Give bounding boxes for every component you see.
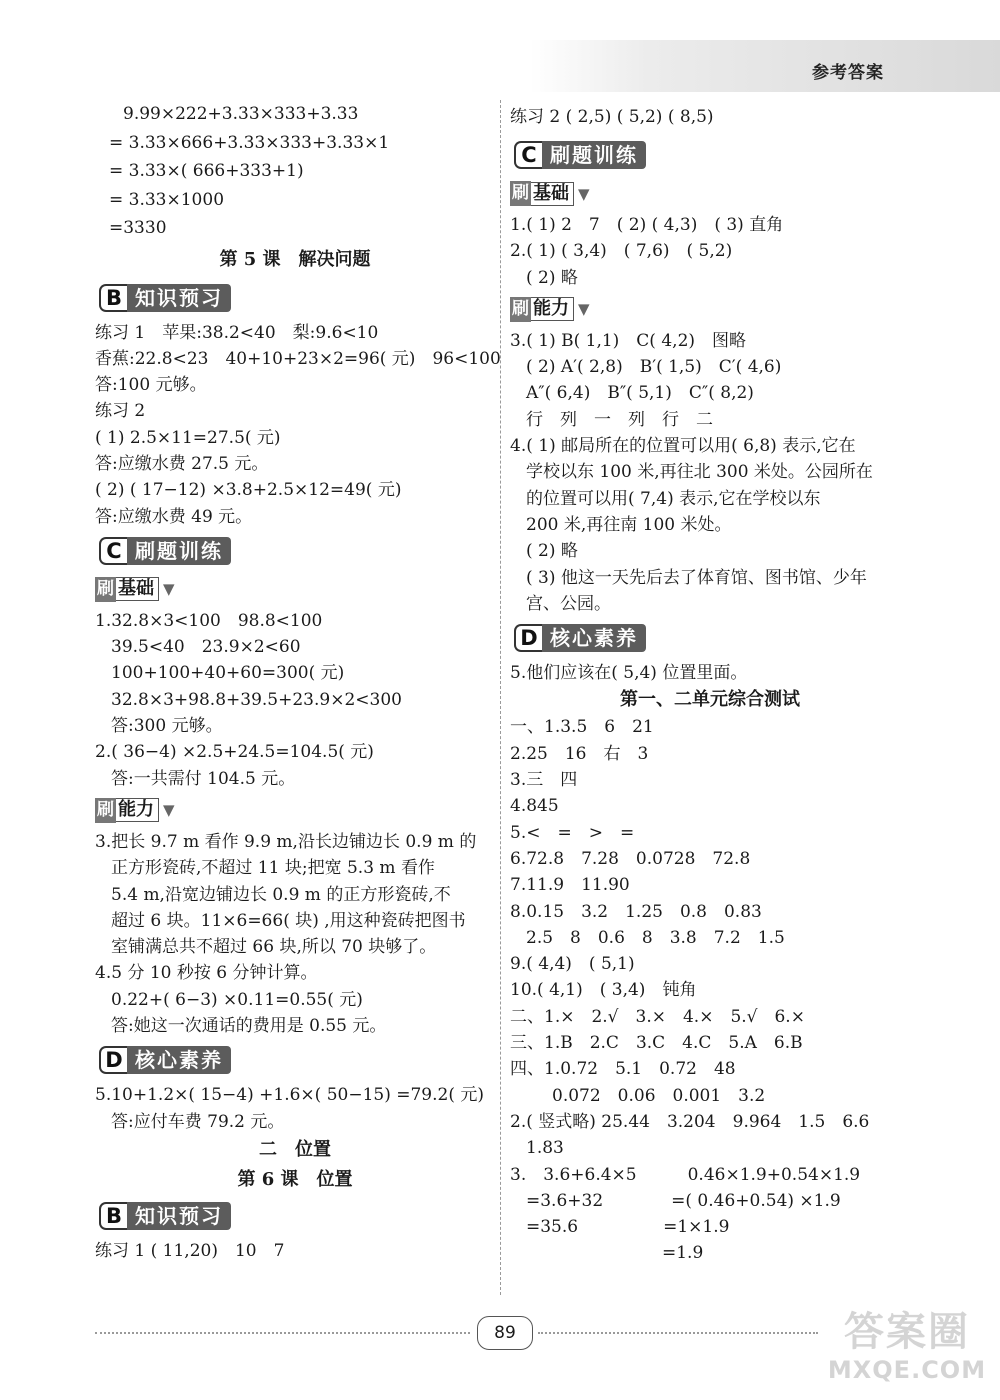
tag-label: 能力: [116, 798, 159, 822]
test-block: [510, 714, 910, 1266]
badge-letter: C: [99, 537, 127, 565]
answer-line: 5.他们应该在( 5,4) 位置里面。: [510, 663, 748, 684]
answer-line: =3.6+32 =( 0.46+0.54) ×1.9: [526, 1190, 841, 1211]
answer-line: 正方形瓷砖,不超过 11 块;把宽 5.3 m 看作: [111, 858, 435, 879]
answer-line: ( 3) 他这一天先后去了体育馆、图书馆、少年: [526, 567, 867, 588]
answer-line: 答:应缴水费 27.5 元。: [95, 453, 269, 474]
core-block: [95, 1082, 495, 1135]
left-column: [95, 100, 501, 1264]
section-badge-c1: [99, 532, 495, 570]
answer-line: 8.0.15 3.2 1.25 0.8 0.83: [510, 901, 762, 922]
answer-line: 3.把长 9.7 m 看作 9.9 m,沿长边铺边长 0.9 m 的: [95, 831, 477, 852]
answer-line: 4.5 分 10 秒按 6 分钟计算。: [95, 963, 318, 984]
watermark-sub: MXQE.COM: [827, 1356, 987, 1384]
watermark-logo: [822, 1308, 992, 1394]
answer-line: 4.845: [510, 796, 559, 817]
answer-line: 行 列 一 列 行 二: [526, 409, 713, 430]
unit2-title: 二 位置: [259, 1138, 331, 1160]
triangle-down-icon: ▼: [163, 580, 175, 599]
watermark-main: 答案圈: [844, 1309, 970, 1355]
answer-line: 的位置可以用( 7,4) 表示,它在学校以东: [526, 488, 821, 509]
answer-line: 学校以东 100 米,再往北 300 米处。公园所在: [526, 462, 873, 483]
answer-line: 答:一共需付 104.5 元。: [111, 768, 296, 789]
answer-line: 超过 6 块。11×6=66( 块) ,用这种瓷砖把图书: [111, 910, 466, 931]
answer-line: 3.三 四: [510, 770, 578, 791]
badge-letter: D: [99, 1046, 127, 1074]
basic-block: [510, 212, 910, 291]
tag-brush: 刷: [510, 181, 531, 206]
triangle-down-icon: ▼: [578, 184, 590, 203]
answer-line: 9.( 4,4) ( 5,1): [510, 954, 635, 975]
tag-basic: [510, 177, 910, 210]
answer-line: ( 1) 2.5×11=27.5( 元): [95, 427, 281, 448]
answer-line: 答:应付车费 79.2 元。: [111, 1111, 285, 1132]
answer-line: 练习 1 ( 11,20) 10 7: [95, 1240, 285, 1261]
answer-line: 4.( 1) 邮局所在的位置可以用( 6,8) 表示,它在: [510, 436, 856, 457]
section-badge-b1: [99, 279, 495, 317]
lesson6-title: 第 6 课 位置: [237, 1168, 353, 1190]
answer-line: 练习 1 苹果:38.2<40 梨:9.6<10: [95, 322, 379, 343]
footer-dotted-line-right: [538, 1332, 818, 1334]
answer-line: ( 2) 略: [526, 267, 578, 288]
tag-basic: [95, 573, 495, 606]
badge-text: 知识预习: [127, 284, 231, 312]
calc-block: [95, 100, 495, 243]
test-title: 第一、二单元综合测试: [620, 689, 800, 711]
tag-label: 能力: [531, 297, 574, 321]
ability-block: [95, 829, 495, 1039]
tag-ability: [510, 293, 910, 326]
section-badge-b2: [99, 1197, 495, 1235]
badge-letter: C: [514, 141, 542, 169]
page-number: 89: [477, 1316, 533, 1350]
answer-line: ( 2) A′( 2,8) B′( 1,5) C′( 4,6): [526, 357, 782, 378]
answer-line: 一、1.3.5 6 21: [510, 717, 654, 738]
calc-line: =3330: [109, 218, 167, 238]
answer-line: A″( 6,4) B″( 5,1) C″( 8,2): [526, 383, 754, 404]
answer-line: 2.25 16 右 3: [510, 743, 649, 764]
section-badge-d2: [514, 619, 910, 657]
answer-line: 1.( 1) 2 7 ( 2) ( 4,3) ( 3) 直角: [510, 215, 784, 235]
answer-line: 答:应缴水费 49 元。: [95, 506, 253, 527]
calc-line: 9.99×222+3.33×333+3.33: [123, 104, 359, 124]
tag-ability: [95, 794, 495, 827]
answer-line: 3. 3.6+6.4×5 0.46×1.9+0.54×1.9: [510, 1164, 861, 1185]
section-badge-d1: [99, 1041, 495, 1079]
answer-line: 0.22+( 6−3) ×0.11=0.55( 元): [111, 989, 363, 1010]
answer-line: 2.5 8 0.6 8 3.8 7.2 1.5: [526, 927, 785, 948]
right-column: [510, 100, 910, 1267]
ability-block: [510, 328, 910, 617]
answer-line: 室铺满总共不超过 66 块,所以 70 块够了。: [111, 937, 437, 958]
preview-block: [95, 320, 501, 530]
badge-letter: B: [99, 1202, 127, 1230]
answer-line: 答:300 元够。: [111, 716, 223, 737]
calc-line: = 3.33×( 666+333+1): [109, 161, 304, 181]
badge-text: 刷题训练: [127, 537, 231, 565]
answer-line: 答:100 元够。: [95, 375, 207, 396]
calc-line: = 3.33×1000: [109, 189, 225, 210]
footer-dotted-line-left: [95, 1332, 470, 1334]
answer-line: ( 2) ( 17−12) ×3.8+2.5×12=49( 元): [95, 480, 402, 501]
lesson5-title: 第 5 课 解决问题: [219, 248, 371, 270]
badge-text: 核心素养: [127, 1046, 231, 1074]
answer-line: 香蕉:22.8<23 40+10+23×2=96( 元) 96<100: [95, 348, 501, 369]
answer-line: 2.( 1) ( 3,4) ( 7,6) ( 5,2): [510, 241, 733, 262]
answer-line: 二、1.× 2.√ 3.× 4.× 5.√ 6.×: [510, 1006, 805, 1027]
answer-line: 四、1.0.72 5.1 0.72 48: [510, 1059, 736, 1080]
answer-line: =1.9: [526, 1243, 704, 1264]
answer-line: 100+100+40+60=300( 元): [111, 663, 345, 684]
answer-line: 5.10+1.2×( 15−4) +1.6×( 50−15) =79.2( 元): [95, 1085, 485, 1106]
column-divider: [500, 100, 501, 1295]
badge-text: 知识预习: [127, 1202, 231, 1230]
basic-block: [95, 608, 495, 792]
tag-brush: 刷: [510, 297, 531, 322]
badge-text: 刷题训练: [542, 141, 646, 169]
answer-line: ( 2) 略: [526, 541, 578, 562]
answer-line: 宫、公园。: [526, 593, 611, 614]
answer-line: 5.4 m,沿宽边铺边长 0.9 m 的正方形瓷砖,不: [111, 884, 451, 905]
header-band: [530, 40, 1000, 92]
triangle-down-icon: ▼: [578, 300, 590, 319]
answer-line: 1.32.8×3<100 98.8<100: [95, 610, 323, 631]
section-badge-c2: [514, 136, 910, 174]
answer-line: 32.8×3+98.8+39.5+23.9×2<300: [111, 689, 402, 710]
answer-line: 3.( 1) B( 1,1) C( 4,2) 图略: [510, 330, 747, 351]
answer-line: 0.072 0.06 0.001 3.2: [552, 1085, 766, 1106]
answer-line: 三、1.B 2.C 3.C 4.C 5.A 6.B: [510, 1033, 803, 1054]
triangle-down-icon: ▼: [163, 801, 175, 820]
answer-line: 2.( 竖式略) 25.44 3.204 9.964 1.5 6.6: [510, 1111, 870, 1132]
answer-line: 练习 2: [95, 401, 146, 422]
calc-line: = 3.33×666+3.33×333+3.33×1: [109, 132, 390, 153]
answer-line: 1.83: [526, 1138, 564, 1159]
header-title: 参考答案: [812, 63, 884, 83]
tag-brush: 刷: [95, 798, 116, 823]
badge-text: 核心素养: [542, 624, 646, 652]
tag-label: 基础: [116, 577, 159, 601]
tag-label: 基础: [531, 182, 574, 206]
badge-letter: D: [514, 624, 542, 652]
answer-line: 7.11.9 11.90: [510, 875, 630, 896]
answer-line: 200 米,再往南 100 米处。: [526, 514, 732, 535]
tag-brush: 刷: [95, 577, 116, 602]
badge-letter: B: [99, 284, 127, 312]
answer-line: 2.( 36−4) ×2.5+24.5=104.5( 元): [95, 742, 374, 763]
answer-line: =35.6 =1×1.9: [526, 1217, 730, 1238]
answer-line: 10.( 4,1) ( 3,4) 钝角: [510, 980, 697, 1001]
answer-line: 5.< = > =: [510, 822, 635, 843]
answer-line: 39.5<40 23.9×2<60: [111, 637, 301, 658]
answer-line: 练习 2 ( 2,5) ( 5,2) ( 8,5): [510, 107, 714, 127]
answer-line: 答:她这一次通话的费用是 0.55 元。: [111, 1016, 387, 1037]
answer-line: 6.72.8 7.28 0.0728 72.8: [510, 848, 751, 869]
